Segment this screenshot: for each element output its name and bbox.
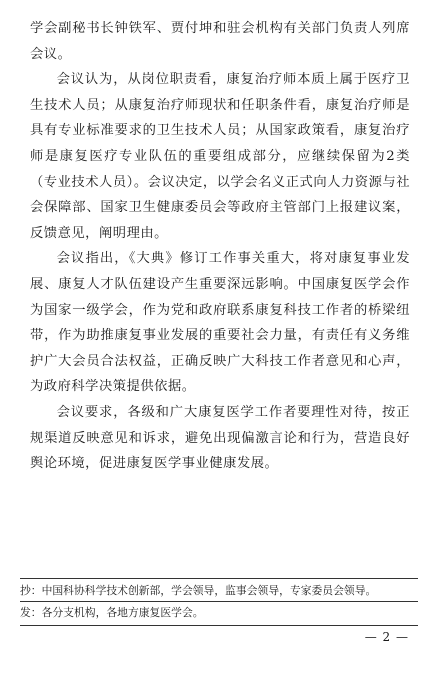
document-body xyxy=(30,16,410,477)
distribution-block xyxy=(20,578,418,626)
paragraph-meeting-point: 会议指出，《大典》修订工作事关重大，将对康复事业发展、康复人才队伍建设产生重要深远影响。中国康复医学会作为国家一级学会，作为党和政府联系康复科技工作者的桥梁纽带，作为助推康复事业发展的重要社会力量，有责任有义务维护广大会员合法权益，正确反映广大科技工作者意见和心声，为政府科学决策提供依据。 xyxy=(30,251,410,395)
paragraph-meeting-request: 会议要求，各级和广大康复医学工作者要理性对待，按正规渠道反映意见和诉求，避免出现偏激言论和行为，营造良好舆论环境，促进康复医学事业健康发展。 xyxy=(30,404,410,472)
distribution-divider xyxy=(20,601,418,602)
cc-line: 抄：中国科协科学技术创新部，学会领导，监事会领导，专家委员会领导。 xyxy=(20,584,377,597)
send-line: 发：各分支机构，各地方康复医学会。 xyxy=(20,606,204,619)
page-number: — 2 — xyxy=(364,630,409,644)
paragraph-meeting-view: 会议认为，从岗位职责看，康复治疗师本质上属于医疗卫生技术人员；从康复治疗师现状和任职条件看，康复治疗师是具有专业标准要求的卫生技术人员；从国家政策看，康复治疗师是康复医疗专业队伍的重要组成部分，应继续保留为2类（专业技术人员）。会议决定，以学会名义正式向人力资源与社会保障部、国家卫生健康委员会等政府主管部门上报建议案，反馈意见，阐明理由。 xyxy=(30,72,410,241)
paragraph-continuation: 学会副秘书长钟铁军、贾付坤和驻会机构有关部门负责人列席会议。 xyxy=(30,21,410,62)
